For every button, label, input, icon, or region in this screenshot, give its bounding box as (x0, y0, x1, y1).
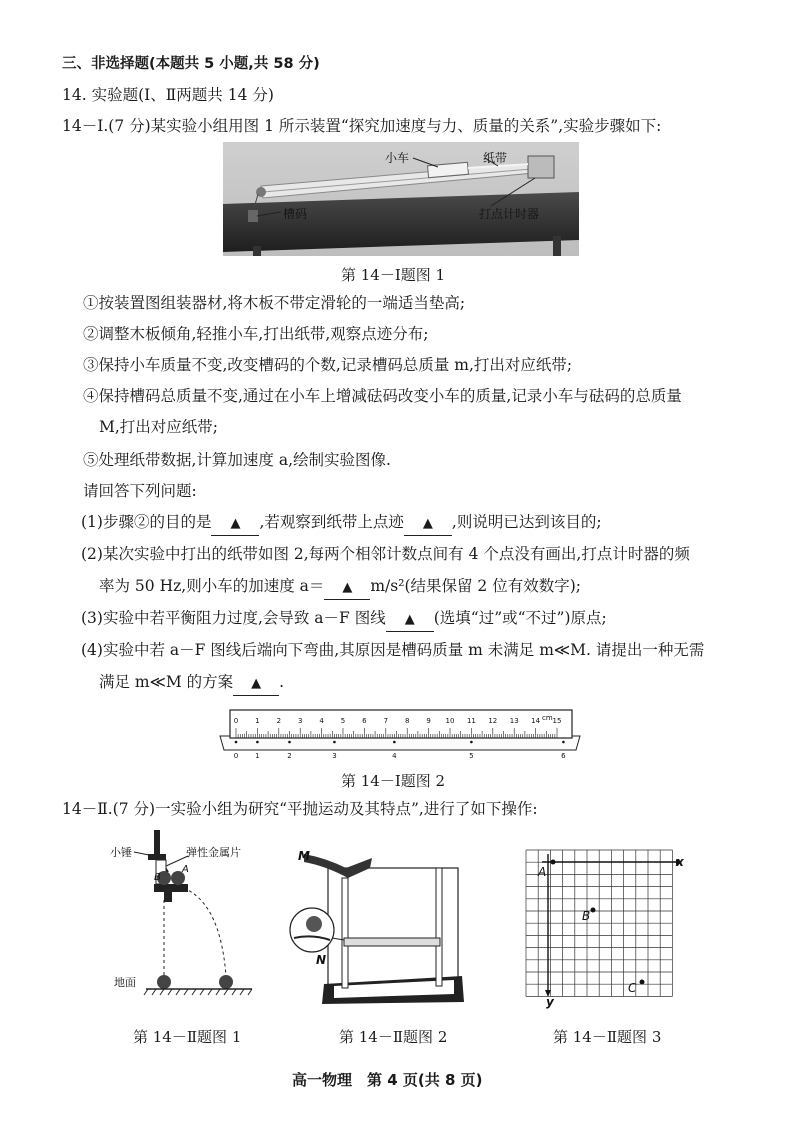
tape-point-label: 0 (233, 752, 239, 760)
ruler-number: 1 (255, 717, 260, 725)
question-1-part-b: ,若观察到纸带上点迹 (259, 513, 404, 531)
tape-point-label: 6 (561, 752, 566, 760)
label-ball-b: B (154, 872, 161, 883)
label-hammer: 小锤 (110, 846, 132, 859)
answer-blank-4[interactable] (233, 671, 279, 696)
blank-mark: ▲ (422, 516, 433, 531)
blank-mark: ▲ (230, 516, 241, 531)
ruler-number: 4 (319, 717, 324, 725)
tape-dot (333, 741, 336, 744)
question-4-line-2 (99, 671, 284, 696)
question-14-header: 14. 实验题(Ⅰ、Ⅱ两题共 14 分) (62, 86, 274, 104)
tape-point-label: 1 (255, 752, 260, 760)
label-n: N (316, 953, 327, 967)
tape-dot (256, 741, 259, 744)
ruler-number: 0 (233, 717, 239, 725)
step-2: ②调整木板倾角,轻推小车,打出纸带,观察点迹分布; (83, 325, 429, 343)
figure-ii-2-projectile-apparatus (286, 838, 470, 1008)
page-footer: 高一物理 第 4 页(共 8 页) (292, 1071, 483, 1089)
figure-ii-1-drop-apparatus (108, 826, 258, 1002)
point-b (591, 908, 596, 913)
tape-dot (393, 741, 396, 744)
tape-dot (288, 741, 291, 744)
ruler-number: 3 (297, 717, 303, 725)
label-spring-plate: 弹性金属片 (186, 846, 241, 859)
step-5: ⑤处理纸带数据,计算加速度 a,绘制实验图像. (83, 451, 391, 469)
question-4-part-b: . (279, 673, 285, 691)
ruler-and-tape (216, 706, 584, 764)
figure-ii-3-grid (516, 840, 690, 1010)
ruler-number: 8 (404, 717, 410, 725)
questions-prompt: 请回答下列问题: (83, 482, 197, 500)
question-14-1-intro: 14－Ⅰ.(7 分)某实验小组用图 1 所示装置“探究加速度与力、质量的关系”,实验步骤如下: (62, 117, 662, 135)
question-2-part-a: 率为 50 Hz,则小车的加速度 a＝ (99, 577, 325, 595)
answer-blank-3[interactable] (386, 607, 434, 632)
tape-point-label: 3 (332, 752, 337, 760)
ruler-number: 7 (383, 717, 389, 725)
ruler-unit: cm (542, 714, 553, 722)
figure-2-caption: 第 14－Ⅰ题图 2 (341, 772, 446, 790)
tape-point-label: 5 (469, 752, 474, 760)
step-3: ③保持小车质量不变,改变槽码的个数,记录槽码总质量 m,打出对应纸带; (83, 356, 573, 374)
question-1-part-c: ,则说明已达到该目的; (451, 513, 602, 531)
point-a-label: A (538, 865, 547, 879)
question-4-part-a: 满足 m≪M 的方案 (99, 673, 234, 691)
label-m: M (298, 849, 310, 863)
section-header: 三、非选择题(本题共 5 小题,共 58 分) (62, 56, 320, 72)
question-14-2-intro: 14－Ⅱ.(7 分)一实验小组为研究“平抛运动及其特点”,进行了如下操作: (62, 800, 538, 818)
axis-x-label: x (676, 855, 684, 869)
figure-1-caption: 第 14－Ⅰ题图 1 (341, 266, 446, 284)
ruler-number: 9 (426, 717, 431, 725)
ruler-number: 13 (509, 717, 519, 725)
ruler-number: 6 (362, 717, 367, 725)
question-4-line-1: (4)实验中若 a－F 图线后端向下弯曲,其原因是槽码质量 m 未满足 m≪M. 请提出一种无需 (81, 641, 705, 659)
tape-dot (470, 741, 473, 744)
label-car: 小车 (385, 151, 410, 165)
label-weights: 槽码 (283, 207, 308, 221)
ruler-number: 14 (531, 717, 541, 725)
figure-ii-3-caption: 第 14－Ⅱ题图 3 (553, 1028, 662, 1046)
blank-mark: ▲ (404, 612, 415, 627)
ruler-number: 5 (340, 717, 346, 725)
ruler-number: 2 (276, 717, 282, 725)
answer-blank-1b[interactable] (404, 511, 452, 536)
axis-y-label: y (546, 995, 554, 1009)
label-ball-a: A (182, 864, 189, 875)
question-3 (81, 607, 607, 632)
label-tape: 纸带 (483, 151, 508, 165)
figure-ii-1-caption: 第 14－Ⅱ题图 1 (133, 1028, 242, 1046)
step-1: ①按装置图组装器材,将木板不带定滑轮的一端适当垫高; (83, 294, 466, 312)
answer-blank-2[interactable] (324, 575, 370, 600)
question-3-part-a: (3)实验中若平衡阻力过度,会导致 a－F 图线 (81, 609, 386, 627)
point-c-label: C (628, 981, 637, 995)
question-2-line-2 (99, 575, 581, 600)
tape-point-label: 4 (392, 752, 397, 760)
ruler-number: 10 (445, 717, 455, 725)
question-2-line-1: (2)某次实验中打出的纸带如图 2,每两个相邻计数点间有 4 个点没有画出,打点计时器的频 (81, 545, 690, 563)
apparatus-photo (223, 142, 579, 256)
step-4-continued: M,打出对应纸带; (99, 418, 219, 436)
tape-point-label: 2 (287, 752, 292, 760)
question-1 (81, 511, 602, 536)
question-3-part-b: (选填“过”或“不过”)原点; (433, 609, 607, 627)
point-a (551, 860, 556, 865)
blank-mark: ▲ (342, 580, 353, 595)
blank-mark: ▲ (251, 676, 262, 691)
tape-dot (235, 741, 238, 744)
question-2-part-b: m/s²(结果保留 2 位有效数字); (370, 577, 581, 595)
label-timer: 打点计时器 (479, 207, 540, 221)
figure-ii-2-caption: 第 14－Ⅱ题图 2 (339, 1028, 448, 1046)
label-ground: 地面 (114, 976, 136, 989)
point-b-label: B (582, 909, 591, 923)
answer-blank-1a[interactable] (211, 511, 259, 536)
point-c (640, 980, 645, 985)
ruler-number: 12 (488, 717, 498, 725)
ruler-number: 11 (466, 717, 476, 725)
ruler-number: 15 (552, 717, 562, 725)
question-1-part-a: (1)步骤②的目的是 (81, 513, 212, 531)
tape-dot (562, 741, 565, 744)
step-4: ④保持槽码总质量不变,通过在小车上增减砝码改变小车的质量,记录小车与砝码的总质量 (83, 387, 682, 405)
